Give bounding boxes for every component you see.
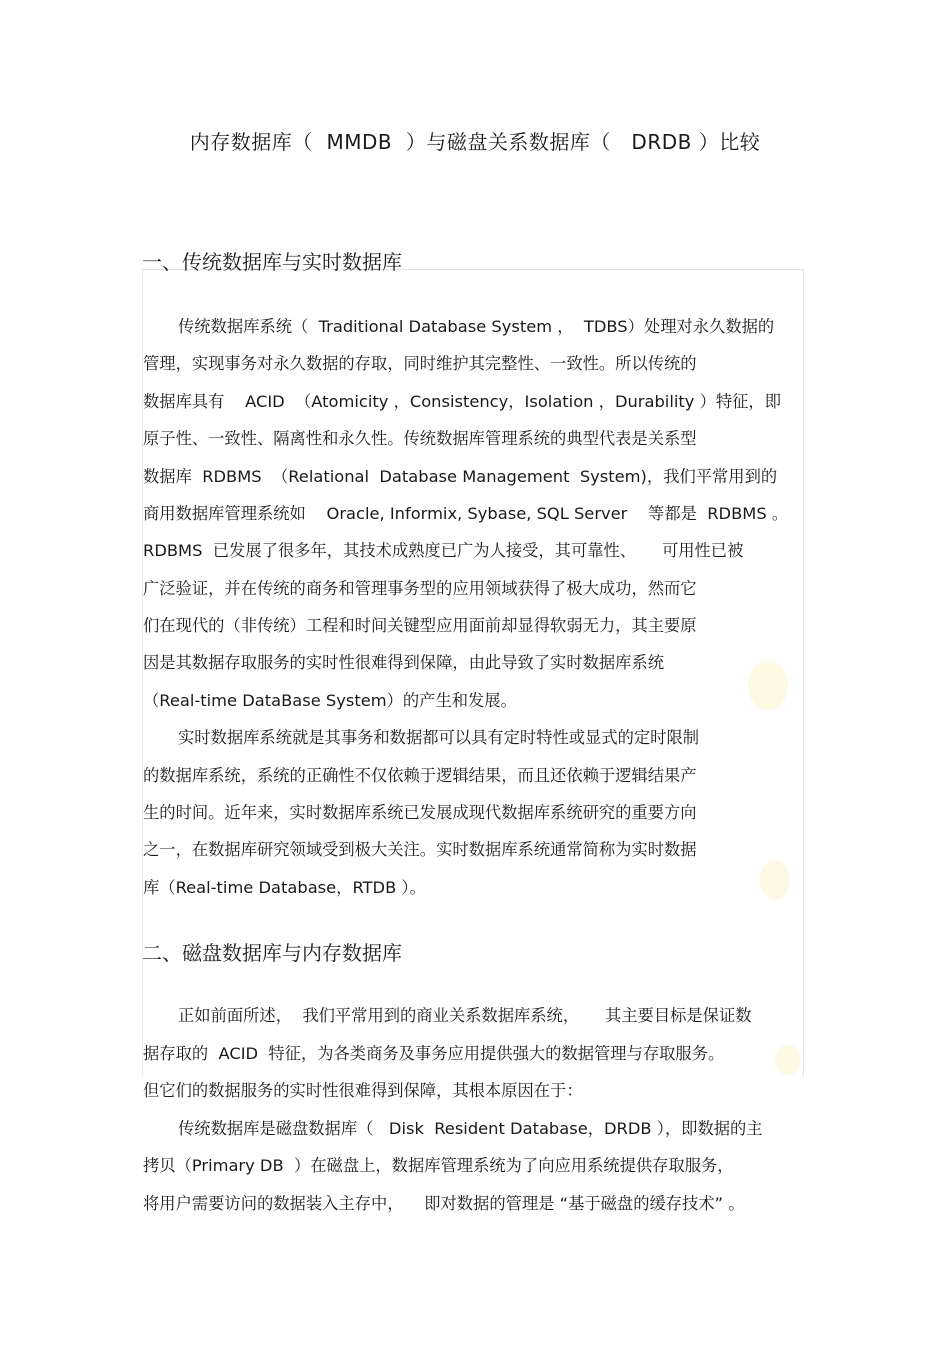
paragraph-line: 传统数据库系统（ Traditional Database System ， TDBS）处理对永久数据的: [178, 317, 775, 336]
paragraph-line: 数据库具有 ACID （Atomicity ，Consistency，Isolation ，Durability ）特征，即: [143, 392, 781, 411]
paragraph-line: 传统数据库是磁盘数据库（ Disk Resident Database，DRDB ），即数据的主: [178, 1119, 763, 1138]
section-heading-1: 一、传统数据库与实时数据库: [142, 250, 402, 274]
paragraph-line: 商用数据库管理系统如 Oracle, Informix, Sybase, SQL Server 等都是 RDBMS 。: [143, 504, 789, 523]
paragraph-line: 拷贝（Primary DB ）在磁盘上，数据库管理系统为了向应用系统提供存取服务，: [143, 1156, 734, 1175]
background-smudge: [775, 1045, 801, 1075]
section-heading-2: 二、磁盘数据库与内存数据库: [142, 941, 402, 965]
paragraph-line: 管理，实现事务对永久数据的存取，同时维护其完整性、一致性。所以传统的: [143, 354, 697, 373]
background-smudge: [748, 660, 788, 710]
paragraph-line: 但它们的数据服务的实时性很难得到保障，其根本原因在于：: [143, 1081, 583, 1100]
background-smudge: [760, 860, 790, 900]
paragraph-line: 生的时间。近年来，实时数据库系统已发展成现代数据库系统研究的重要方向: [143, 803, 697, 822]
paragraph-line: 的数据库系统，系统的正确性不仅依赖于逻辑结果，而且还依赖于逻辑结果产: [143, 766, 697, 785]
paragraph-line: RDBMS 已发展了很多年，其技术成熟度已广为人接受，其可靠性、 可用性已被: [143, 541, 744, 560]
paragraph-line: 数据库 RDBMS （Relational Database Management System)，我们平常用到的: [143, 467, 778, 486]
paragraph-line: 库（Real-time Database，RTDB ）。: [143, 878, 426, 897]
paragraph-line: 们在现代的（非传统）工程和时间关键型应用面前却显得软弱无力，其主要原: [143, 616, 697, 635]
paragraph-line: 实时数据库系统就是其事务和数据都可以具有定时特性或显式的定时限制: [178, 728, 700, 747]
paragraph-line: 因是其数据存取服务的实时性很难得到保障，由此导致了实时数据库系统: [143, 653, 665, 672]
paragraph-line: 据存取的 ACID 特征，为各类商务及事务应用提供强大的数据管理与存取服务。: [143, 1044, 725, 1063]
paragraph-line: 广泛验证，并在传统的商务和管理事务型的应用领域获得了极大成功，然而它: [143, 579, 697, 598]
document-title: 内存数据库（ MMDB ）与磁盘关系数据库（ DRDB ）比较: [189, 130, 761, 154]
paragraph-line: 将用户需要访问的数据装入主存中， 即对数据的管理是 “基于磁盘的缓存技术” 。: [143, 1194, 745, 1213]
paragraph-line: 正如前面所述， 我们平常用到的商业关系数据库系统， 其主要目标是保证数: [178, 1006, 752, 1025]
paragraph-line: （Real-time DataBase System）的产生和发展。: [143, 691, 517, 710]
paragraph-line: 原子性、一致性、隔离性和永久性。传统数据库管理系统的典型代表是关系型: [143, 429, 697, 448]
paragraph-line: 之一，在数据库研究领域受到极大关注。实时数据库系统通常简称为实时数据: [143, 840, 697, 859]
